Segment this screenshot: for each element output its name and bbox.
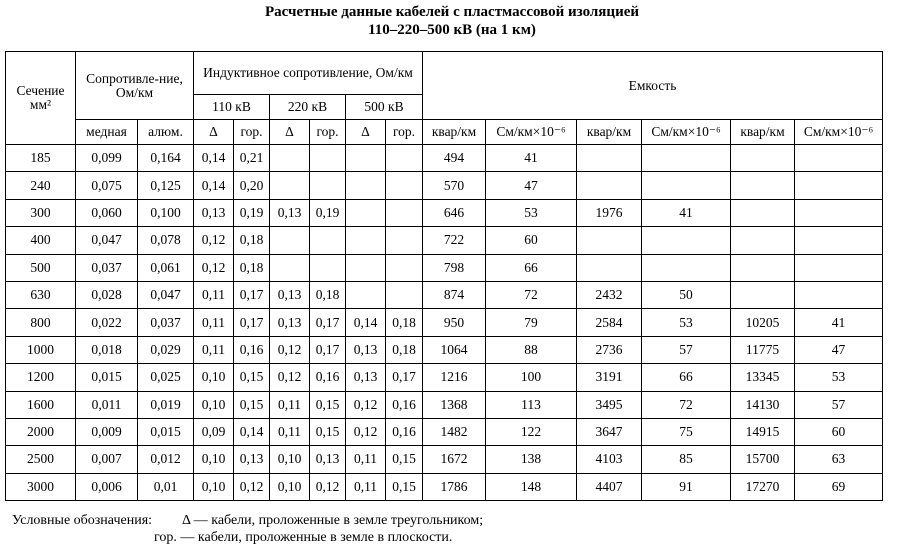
cell-sm-110: 53 — [486, 199, 577, 226]
cell-kvar-500 — [731, 145, 795, 172]
cell-alum: 0,01 — [138, 473, 194, 500]
cell-hor-110: 0,12 — [234, 473, 270, 500]
cell-section: 1000 — [6, 336, 76, 363]
cell-hor-110: 0,17 — [234, 281, 270, 308]
cell-delta-500: 0,13 — [346, 364, 386, 391]
cell-alum: 0,164 — [138, 145, 194, 172]
cell-hor-110: 0,20 — [234, 172, 270, 199]
cell-kvar-110: 722 — [423, 227, 486, 254]
cell-sm-110: 47 — [486, 172, 577, 199]
cell-sm-110: 122 — [486, 418, 577, 445]
cable-data-table — [5, 51, 883, 501]
cell-delta-110: 0,12 — [194, 254, 234, 281]
cell-kvar-110: 570 — [423, 172, 486, 199]
cell-section: 800 — [6, 309, 76, 336]
cell-sm-500: 57 — [795, 391, 883, 418]
cell-delta-110: 0,14 — [194, 145, 234, 172]
cell-delta-220 — [270, 145, 310, 172]
cell-sm-110: 88 — [486, 336, 577, 363]
table-title: Расчетные данные кабелей с пластмассовой изоляцией — [264, 4, 640, 20]
cell-kvar-220 — [577, 227, 642, 254]
cell-kvar-110: 1216 — [423, 364, 486, 391]
cell-delta-110: 0,13 — [194, 199, 234, 226]
table-row — [6, 309, 883, 336]
cell-alum: 0,015 — [138, 418, 194, 445]
header-sm-500: См/км×10⁻⁶ — [795, 120, 883, 145]
cell-kvar-220: 1976 — [577, 199, 642, 226]
cell-kvar-110: 950 — [423, 309, 486, 336]
cell-sm-110: 79 — [486, 309, 577, 336]
cell-copper: 0,060 — [76, 199, 138, 226]
cell-section: 630 — [6, 281, 76, 308]
cell-kvar-110: 798 — [423, 254, 486, 281]
cell-sm-220 — [642, 227, 731, 254]
cell-kvar-220: 4407 — [577, 473, 642, 500]
cell-hor-110: 0,16 — [234, 336, 270, 363]
cell-sm-110: 41 — [486, 145, 577, 172]
cell-delta-110: 0,09 — [194, 418, 234, 445]
cell-sm-220 — [642, 172, 731, 199]
cell-hor-220: 0,19 — [310, 199, 346, 226]
cell-copper: 0,015 — [76, 364, 138, 391]
cell-sm-110: 66 — [486, 254, 577, 281]
cell-copper: 0,007 — [76, 446, 138, 473]
header-alum: алюм. — [138, 120, 194, 145]
cell-delta-110: 0,11 — [194, 309, 234, 336]
cell-delta-110: 0,11 — [194, 336, 234, 363]
header-capacity: Емкость — [423, 52, 883, 120]
cell-section: 2000 — [6, 418, 76, 445]
cell-alum: 0,012 — [138, 446, 194, 473]
table-row — [6, 199, 883, 226]
cell-sm-500 — [795, 172, 883, 199]
table-row — [6, 391, 883, 418]
cell-hor-110: 0,14 — [234, 418, 270, 445]
cell-sm-220: 72 — [642, 391, 731, 418]
cell-hor-220: 0,12 — [310, 473, 346, 500]
header-delta-110: Δ — [194, 120, 234, 145]
header-kvar-110: квар/км — [423, 120, 486, 145]
cell-kvar-110: 646 — [423, 199, 486, 226]
cell-sm-500 — [795, 281, 883, 308]
table-row — [6, 172, 883, 199]
cell-delta-110: 0,11 — [194, 281, 234, 308]
cell-copper: 0,047 — [76, 227, 138, 254]
cell-kvar-220: 3495 — [577, 391, 642, 418]
cell-delta-500 — [346, 145, 386, 172]
cell-delta-110: 0,10 — [194, 391, 234, 418]
table-row — [6, 145, 883, 172]
cell-kvar-110: 1368 — [423, 391, 486, 418]
cell-sm-500: 41 — [795, 309, 883, 336]
header-ind-500: 500 кВ — [346, 95, 423, 120]
cell-kvar-220: 2736 — [577, 336, 642, 363]
header-inductive: Индуктивное сопротивление, Ом/км — [194, 52, 423, 95]
cell-hor-500 — [386, 281, 423, 308]
cell-sm-220: 53 — [642, 309, 731, 336]
cell-kvar-500 — [731, 227, 795, 254]
cell-hor-500: 0,17 — [386, 364, 423, 391]
cell-hor-110: 0,18 — [234, 227, 270, 254]
cell-sm-500 — [795, 199, 883, 226]
cell-hor-110: 0,18 — [234, 254, 270, 281]
cell-kvar-500: 17270 — [731, 473, 795, 500]
cell-delta-220: 0,10 — [270, 473, 310, 500]
cell-sm-220 — [642, 145, 731, 172]
cell-delta-500 — [346, 281, 386, 308]
cell-section: 1200 — [6, 364, 76, 391]
cell-sm-220: 41 — [642, 199, 731, 226]
cell-sm-220: 75 — [642, 418, 731, 445]
cell-sm-110: 113 — [486, 391, 577, 418]
cell-kvar-500 — [731, 172, 795, 199]
cell-section: 500 — [6, 254, 76, 281]
table-row — [6, 473, 883, 500]
cell-delta-500: 0,11 — [346, 446, 386, 473]
cell-sm-110: 100 — [486, 364, 577, 391]
table-row — [6, 254, 883, 281]
cell-hor-220: 0,17 — [310, 309, 346, 336]
cell-alum: 0,125 — [138, 172, 194, 199]
cell-kvar-110: 494 — [423, 145, 486, 172]
cell-delta-500: 0,12 — [346, 418, 386, 445]
header-delta-500: Δ — [346, 120, 386, 145]
cell-hor-500: 0,18 — [386, 336, 423, 363]
cell-kvar-110: 874 — [423, 281, 486, 308]
cell-hor-500 — [386, 254, 423, 281]
cell-hor-110: 0,17 — [234, 309, 270, 336]
cell-sm-500: 60 — [795, 418, 883, 445]
header-resistance: Сопротивле-ние, Ом/км — [76, 52, 194, 120]
cell-hor-220 — [310, 254, 346, 281]
cell-kvar-500: 14915 — [731, 418, 795, 445]
cell-sm-220: 85 — [642, 446, 731, 473]
cell-sm-500 — [795, 227, 883, 254]
table-row — [6, 418, 883, 445]
cell-hor-220: 0,17 — [310, 336, 346, 363]
cell-sm-500: 53 — [795, 364, 883, 391]
cell-sm-220: 57 — [642, 336, 731, 363]
legend-delta: Δ — кабели, проложенные в земле треугольником; — [182, 513, 484, 528]
table-row — [6, 336, 883, 363]
cell-section: 400 — [6, 227, 76, 254]
cell-alum: 0,029 — [138, 336, 194, 363]
header-sm-110: См/км×10⁻⁶ — [486, 120, 577, 145]
cell-copper: 0,011 — [76, 391, 138, 418]
cell-copper: 0,006 — [76, 473, 138, 500]
cell-delta-500: 0,12 — [346, 391, 386, 418]
cell-hor-110: 0,15 — [234, 364, 270, 391]
cell-delta-220: 0,12 — [270, 364, 310, 391]
table-subtitle: 110–220–500 кВ (на 1 км) — [368, 22, 536, 38]
header-hor-500: гор. — [386, 120, 423, 145]
cell-delta-220: 0,11 — [270, 391, 310, 418]
cell-kvar-500: 11775 — [731, 336, 795, 363]
cell-hor-500 — [386, 199, 423, 226]
cell-sm-500: 69 — [795, 473, 883, 500]
cell-sm-220: 50 — [642, 281, 731, 308]
cell-copper: 0,009 — [76, 418, 138, 445]
header-ind-220: 220 кВ — [270, 95, 346, 120]
cell-hor-220 — [310, 172, 346, 199]
cell-delta-500 — [346, 199, 386, 226]
cell-alum: 0,037 — [138, 309, 194, 336]
cell-sm-220 — [642, 254, 731, 281]
table-row — [6, 446, 883, 473]
cell-kvar-220: 2432 — [577, 281, 642, 308]
cell-hor-220 — [310, 145, 346, 172]
cell-delta-220: 0,12 — [270, 336, 310, 363]
legend-label: Условные обозначения: — [12, 513, 153, 528]
cell-kvar-500 — [731, 254, 795, 281]
cell-hor-220: 0,15 — [310, 418, 346, 445]
cell-sm-500: 63 — [795, 446, 883, 473]
cell-copper: 0,028 — [76, 281, 138, 308]
cell-kvar-220: 3191 — [577, 364, 642, 391]
cell-delta-110: 0,14 — [194, 172, 234, 199]
cell-sm-500: 47 — [795, 336, 883, 363]
header-section: Сечение мм² — [6, 52, 76, 145]
cell-delta-220 — [270, 227, 310, 254]
cell-hor-220: 0,16 — [310, 364, 346, 391]
header-delta-220: Δ — [270, 120, 310, 145]
cell-hor-500: 0,16 — [386, 391, 423, 418]
cell-sm-110: 60 — [486, 227, 577, 254]
cell-kvar-500 — [731, 199, 795, 226]
cell-copper: 0,075 — [76, 172, 138, 199]
header-kvar-220: квар/км — [577, 120, 642, 145]
cell-kvar-220: 3647 — [577, 418, 642, 445]
table-row — [6, 227, 883, 254]
cell-kvar-500: 15700 — [731, 446, 795, 473]
table-row — [6, 281, 883, 308]
cell-hor-500 — [386, 145, 423, 172]
header-sm-220: См/км×10⁻⁶ — [642, 120, 731, 145]
cell-delta-220: 0,10 — [270, 446, 310, 473]
cell-kvar-500 — [731, 281, 795, 308]
cell-section: 185 — [6, 145, 76, 172]
cell-sm-110: 148 — [486, 473, 577, 500]
cell-alum: 0,061 — [138, 254, 194, 281]
cell-delta-110: 0,10 — [194, 364, 234, 391]
cell-kvar-500: 13345 — [731, 364, 795, 391]
cell-hor-500: 0,15 — [386, 473, 423, 500]
cell-hor-500: 0,18 — [386, 309, 423, 336]
cell-hor-500 — [386, 227, 423, 254]
cell-delta-500: 0,13 — [346, 336, 386, 363]
cell-delta-110: 0,10 — [194, 473, 234, 500]
cell-section: 300 — [6, 199, 76, 226]
cell-sm-110: 138 — [486, 446, 577, 473]
cell-sm-110: 72 — [486, 281, 577, 308]
cell-copper: 0,099 — [76, 145, 138, 172]
cell-section: 3000 — [6, 473, 76, 500]
cell-delta-500 — [346, 227, 386, 254]
cell-copper: 0,037 — [76, 254, 138, 281]
cell-delta-220 — [270, 172, 310, 199]
cell-hor-110: 0,19 — [234, 199, 270, 226]
cell-hor-220: 0,13 — [310, 446, 346, 473]
cell-kvar-500: 10205 — [731, 309, 795, 336]
cell-kvar-220: 2584 — [577, 309, 642, 336]
cell-copper: 0,022 — [76, 309, 138, 336]
cell-hor-110: 0,15 — [234, 391, 270, 418]
cell-delta-220: 0,13 — [270, 309, 310, 336]
cell-copper: 0,018 — [76, 336, 138, 363]
cell-delta-220: 0,13 — [270, 281, 310, 308]
cell-kvar-220: 4103 — [577, 446, 642, 473]
cell-alum: 0,019 — [138, 391, 194, 418]
cell-sm-220: 66 — [642, 364, 731, 391]
cell-delta-110: 0,12 — [194, 227, 234, 254]
cell-hor-500 — [386, 172, 423, 199]
cell-delta-500: 0,14 — [346, 309, 386, 336]
cell-alum: 0,100 — [138, 199, 194, 226]
header-kvar-500: квар/км — [731, 120, 795, 145]
cell-delta-220: 0,11 — [270, 418, 310, 445]
legend-hor: гор. — кабели, проложенные в земле в плоскости. — [154, 530, 453, 545]
cell-delta-220: 0,13 — [270, 199, 310, 226]
cell-section: 1600 — [6, 391, 76, 418]
cell-kvar-500: 14130 — [731, 391, 795, 418]
cell-kvar-220 — [577, 145, 642, 172]
cell-sm-220: 91 — [642, 473, 731, 500]
cell-kvar-110: 1482 — [423, 418, 486, 445]
cell-hor-110: 0,21 — [234, 145, 270, 172]
header-ind-110: 110 кВ — [194, 95, 270, 120]
cell-sm-500 — [795, 145, 883, 172]
cell-alum: 0,047 — [138, 281, 194, 308]
cell-alum: 0,078 — [138, 227, 194, 254]
cell-delta-500 — [346, 254, 386, 281]
cell-hor-220 — [310, 227, 346, 254]
cell-kvar-110: 1064 — [423, 336, 486, 363]
cell-kvar-110: 1672 — [423, 446, 486, 473]
cell-delta-110: 0,10 — [194, 446, 234, 473]
cell-hor-500: 0,16 — [386, 418, 423, 445]
cell-hor-110: 0,13 — [234, 446, 270, 473]
table-row — [6, 364, 883, 391]
cell-alum: 0,025 — [138, 364, 194, 391]
cell-kvar-110: 1786 — [423, 473, 486, 500]
cell-delta-220 — [270, 254, 310, 281]
cell-sm-500 — [795, 254, 883, 281]
cell-section: 2500 — [6, 446, 76, 473]
cell-kvar-220 — [577, 172, 642, 199]
header-copper: медная — [76, 120, 138, 145]
cell-hor-220: 0,15 — [310, 391, 346, 418]
header-hor-110: гор. — [234, 120, 270, 145]
cell-delta-500 — [346, 172, 386, 199]
header-hor-220: гор. — [310, 120, 346, 145]
cell-hor-500: 0,15 — [386, 446, 423, 473]
cell-hor-220: 0,18 — [310, 281, 346, 308]
cell-kvar-220 — [577, 254, 642, 281]
cell-section: 240 — [6, 172, 76, 199]
cell-delta-500: 0,11 — [346, 473, 386, 500]
